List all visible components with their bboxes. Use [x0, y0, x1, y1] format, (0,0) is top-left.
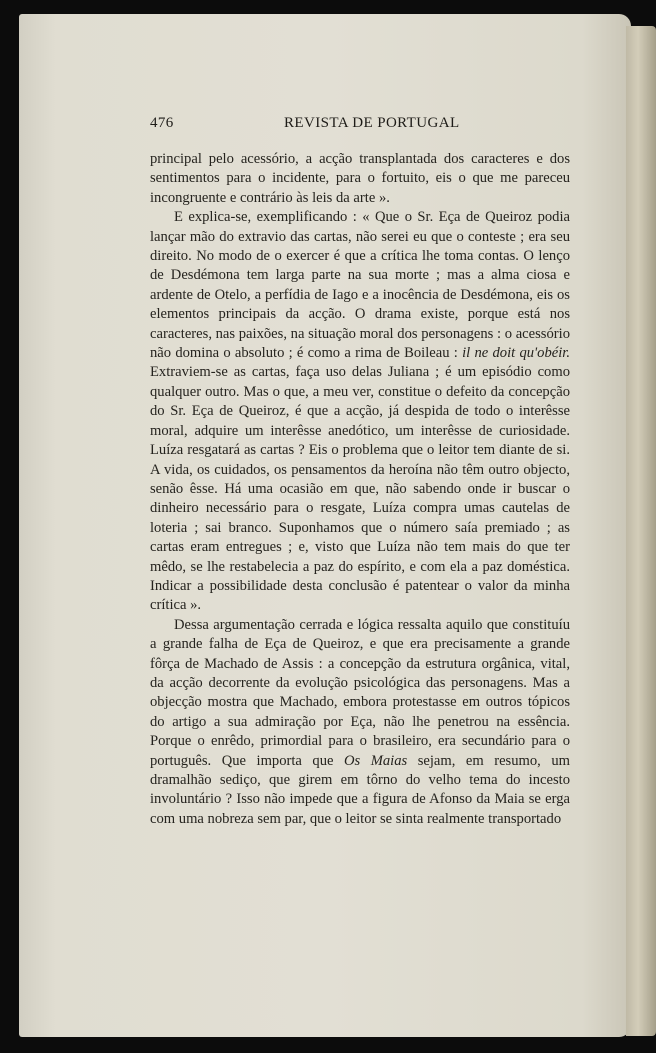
- paragraph-2-text-b: Extraviem-se as cartas, faça uso delas Juliana ; é um episódio como qualquer outro. Mas o que, a meu ver, constitue o defeito da concepção do Sr. Eça de Queiroz, é que a acção, já despida de todo o interêsse moral, adquire um interêsse anedótico, um interêsse de curiosidade. Luíza resgatará as cartas ? Eis o problema que o leitor tem diante de si. A vida, os cuidados, os pensamentos da heroína não têm outro objecto, senão êsse. Há uma ocasião em que, não sabendo onde ir buscar o dinheiro necessário para o resgate, Luíza compra umas cautelas de loteria ; sai branco. Suponhamos que o número saía premiado ; as cartas eram entregues ; e, visto que Luíza não tem mais do que ter mêdo, se lhe restabelecia a paz do espírito, e com ela a paz doméstica. Indicar a possibilidade desta conclusão é patentear o valor da minha crítica ».: [150, 364, 570, 614]
- paragraph-3-text-b: sejam, em resumo, um dramalhão sediço, que girem em tôrno do velho tema do incesto involuntário ? Isso não impede que a figura de Afonso da Maia se erga com uma nobreza sem par, que o leitor se sinta realmente transportado: [150, 752, 570, 827]
- body-text: [150, 150, 570, 829]
- paragraph-3-text-a: Dessa argumentação cerrada e lógica ressalta aquilo que constituíu a grande falha de Eça de Queiroz, e que era precisamente a grande fôrça de Machado de Assis : a concepção da estrutura orgânica, vital, da acção decorrente da evolução psicológica das personagens. Mas a objecção mostra que Machado, embora protestasse em outros tópicos do artigo a sua admiração por Eça, não lhe penetrou na essência. Porque o enrêdo, primordial para o brasileiro, era secundário para o português. Que importa que: [150, 616, 570, 769]
- paragraph-3: [150, 616, 570, 829]
- next-page-edge: [626, 26, 656, 1036]
- page-header: [150, 115, 570, 137]
- page-number: 476: [150, 115, 174, 131]
- paragraph-2-text-a: E explica-se, exemplificando : « Que o Sr. Eça de Queiroz podia lançar mão do extravio das cartas, não serei eu que o conteste ; era seu direito. No modo de o exercer é que a crítica lhe toma contas. O lenço de Desdémona tem larga parte na sua morte ; mas a alma ciosa e ardente de Otelo, a perfídia de Iago e a inocência de Desdémona, eis os elementos principais da acção. O drama existe, porque está nos caracteres, nas paixões, na situação moral dos personagens : o acessório não domina o absoluto ; é como a rima de Boileau :: [150, 209, 570, 362]
- book-title-os-maias: Os Maias: [343, 752, 408, 769]
- paragraph-1: principal pelo acessório, a acção transplantada dos caracteres e dos sentimentos para o incidente, para o fortuito, eis o que me pareceu incongruente e contrário às leis da arte ».: [150, 151, 570, 206]
- paragraph-2: [150, 208, 570, 616]
- boileau-quote: il ne doit qu'obéir.: [462, 345, 571, 362]
- running-title: REVISTA DE PORTUGAL: [284, 115, 460, 131]
